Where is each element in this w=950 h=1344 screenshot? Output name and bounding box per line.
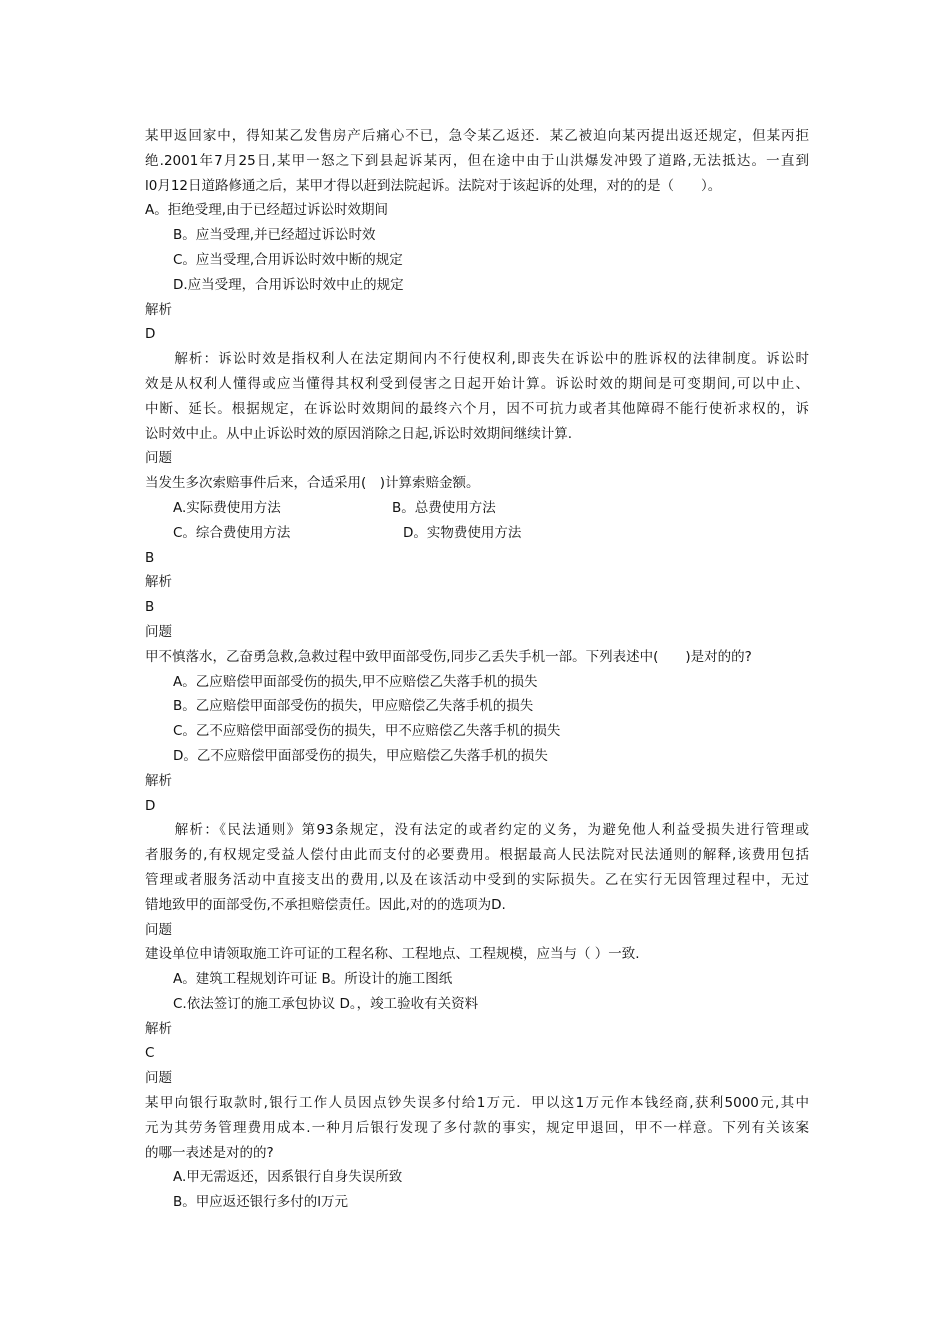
paragraph-line: 某甲返回家中，得知某乙发售房产后痛心不已，急令某乙返还．某乙被迫向某丙提出返还规定，但某丙拒 xyxy=(145,128,809,144)
text-line: 甲不慎落水，乙奋勇急救,急救过程中致甲面部受伤,同步乙丢失手机一部。下列表述中( )是对的的? xyxy=(145,648,752,665)
text-line: 问题 xyxy=(145,450,172,467)
option-row xyxy=(145,521,809,546)
option-left: C。综合费使用方法 xyxy=(173,524,291,541)
paragraph-line: 解析：《民法通则》第93条规定，没有法定的或者约定的义务，为避免他人利益受损失进行管理或 xyxy=(145,822,809,839)
paragraph-line: 管理或者服务活动中直接支出的费用,以及在该活动中受到的实际损失。乙在实行无因管理过程中，无过 xyxy=(145,871,809,888)
text-line: 解析 xyxy=(145,574,172,591)
paragraph xyxy=(145,1091,809,1165)
paragraph-line: 绝.2001年7月25日,某甲一怒之下到县起诉某丙，但在途中由于山洪爆发冲毁了道路,无法抵达。一直到 xyxy=(145,152,809,169)
text-line: C xyxy=(145,1045,155,1062)
paragraph xyxy=(145,347,809,446)
option-line: A.甲无需返还，因系银行自身失误所致 xyxy=(173,1169,403,1186)
option-line: D。乙不应赔偿甲面部受伤的损失，甲应赔偿乙失落手机的损失 xyxy=(173,747,548,764)
option-line: A。乙应赔偿甲面部受伤的损失,甲不应赔偿乙失落手机的损失 xyxy=(173,673,538,690)
option-right: B。总费使用方法 xyxy=(392,499,496,516)
paragraph-line: 的哪一表述是对的的? xyxy=(145,1144,274,1161)
paragraph-line: 效是从权利人懂得或应当懂得其权利受到侵害之日起开始计算。诉讼时效的期间是可变期间,可以中止、 xyxy=(145,375,809,392)
option-line: C.依法签订的施工承包协议 D。，竣工验收有关资料 xyxy=(173,995,479,1012)
paragraph-line: 某甲向银行取款时,银行工作人员因点钞失误多付给1万元．甲以这1万元作本钱经商,获利5000元,其中 xyxy=(145,1095,809,1112)
text-line: 建设单位申请领取施工许可证的工程名称、工程地点、工程规模，应当与（ ）一致. xyxy=(145,946,640,963)
text-line: D xyxy=(145,326,156,343)
text-line: 问题 xyxy=(145,623,172,640)
option-row xyxy=(145,496,809,521)
paragraph-line: 错地致甲的面部受伤,不承担赔偿责任。因此,对的的选项为D. xyxy=(145,896,506,913)
text-line: B xyxy=(145,599,155,616)
text-line: 问题 xyxy=(145,1070,172,1087)
option-line: C。乙不应赔偿甲面部受伤的损失，甲不应赔偿乙失落手机的损失 xyxy=(173,723,561,740)
text-line: 解析 xyxy=(145,301,172,318)
paragraph-line: 讼时效中止。从中止诉讼时效的原因消除之日起,诉讼时效期间继续计算. xyxy=(145,425,573,442)
option-line: B。应当受理,并已经超过诉讼时效 xyxy=(173,227,376,244)
text-line: 问题 xyxy=(145,921,172,938)
option-right: D。实物费使用方法 xyxy=(403,524,522,541)
option-line: C。应当受理,合用诉讼时效中断的规定 xyxy=(173,251,403,268)
option-line: A。建筑工程规划许可证 B。所设计的施工图纸 xyxy=(173,971,453,988)
text-line: 解析 xyxy=(145,772,172,789)
paragraph-line: 中断、延长。根据规定，在诉讼时效期间的最终六个月，因不可抗力或者其他障碍不能行使祈求权的，诉 xyxy=(145,400,809,417)
paragraph-line: 者服务的,有权规定受益人偿付由此而支付的必要费用。根据最高人民法院对民法通则的解释,该费用包括 xyxy=(145,847,809,864)
option-left: A.实际费使用方法 xyxy=(173,499,281,516)
paragraph-line: 元为其劳务管理费用成本.一种月后银行发现了多付款的事实，规定甲退回，甲不一样意。下列有关该案 xyxy=(145,1119,809,1136)
text-line: B xyxy=(145,549,155,566)
document-page xyxy=(145,124,809,1215)
text-line: 当发生多次索赔事件后来，合适采用( )计算索赔金额。 xyxy=(145,475,480,492)
paragraph xyxy=(145,818,809,917)
text-line: 解析 xyxy=(145,1020,172,1037)
paragraph-line: l0月12日道路修通之后，某甲才得以赶到法院起诉。法院对于该起诉的处理，对的的是（ ）。 xyxy=(145,177,722,194)
paragraph-line: 解析：诉讼时效是指权利人在法定期间内不行使权利,即丧失在诉讼中的胜诉权的法律制度。诉讼时 xyxy=(145,351,809,368)
option-line: B。甲应返还银行多付的l万元 xyxy=(173,1194,349,1211)
option-line: B。乙应赔偿甲面部受伤的损失，甲应赔偿乙失落手机的损失 xyxy=(173,698,534,715)
text-line: A。拒绝受理,由于已经超过诉讼时效期间 xyxy=(145,202,389,219)
text-line: D xyxy=(145,797,156,814)
option-line: D.应当受理，合用诉讼时效中止的规定 xyxy=(173,276,404,293)
paragraph xyxy=(145,124,809,198)
